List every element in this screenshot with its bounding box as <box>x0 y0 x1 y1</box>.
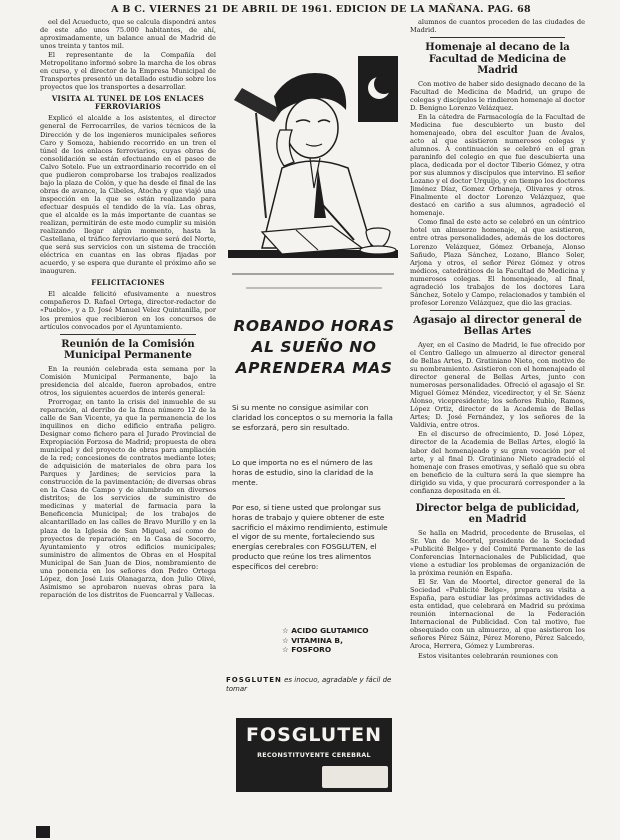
logo-brand: FOSGLUTEN <box>245 724 383 746</box>
ingredient-item: ☆ VITAMINA B, <box>282 635 343 645</box>
paragraph: Estos visitantes celebrarán reuniones con <box>418 651 558 660</box>
paragraph: En la reunión celebrada esta semana por la Comisión Municipal Permanente, bajo la presidencia del alcalde, fueron aprobados, entre otros, los siguientes acuerdos de interés general: <box>40 364 216 397</box>
paragraph: Con motivo de haber sido designado decano de la Facultad de Medicina de Madrid, un grupo de colegas y discípulos le rindieron homenaje al doctor D. Benigno Lorenzo Velázquez. <box>410 79 585 112</box>
ad-headline: ROBANDO HORAS AL SUEÑO NO APRENDERA MAS <box>233 317 395 377</box>
product-package-icon <box>322 766 388 788</box>
paragraph: El representante de la Compañía del Metropolitano informó sobre la marcha de los obras en curso, y el director de la Empresa Municipal de Transportes presentó un detallado estudio sobre los proyectos que los transportes a desarrollar. <box>40 51 216 92</box>
divider <box>430 37 565 38</box>
paragraph: Explicó el alcalde a los asistentes, el director general de Ferrocarriles, de varios técnicos de la Dirección y de los ingenieros municipales señores Caro y Somoza, habiendo recorrido en un tren el túnel de los enlaces ferroviarios, cuyas obras de consolidación se están efectuando en el paseo de Calvo Sotelo. Fue un extraordinario recorrido en el que pudieron comprobarse los trabajos realizados bajo la plaza de Colón, y que ha desde el final de las obras de avance, la Cibeles, Atocha y que viajó una inspección en la que se están realizando para efectuar después el tendido de la vía. Las obras, que el alcalde es la más importante de cuantas se realizan, permitirán de este modo cumplir su misión realizando llegar algún momento, hasta la Castellana, el tráfico ferroviario que será del Norte, que será sus servicios con un sistema de tracción eléctrica en cuantas en las obras fijadas por acuerdo, y se espera que durante el próximo año se inauguren. <box>40 114 216 276</box>
divider <box>430 498 565 499</box>
ad-footnote <box>226 676 402 693</box>
section-heading: VISITA AL TUNEL DE LOS ENLACES FERROVIARIOS <box>51 94 205 112</box>
column-right <box>410 18 585 830</box>
article-headline: Homenaje al decano de la Facultad de Medicina de Madrid <box>425 42 570 77</box>
article-headline: Agasajo al director general de Bellas Artes <box>413 314 582 338</box>
page-header: A B C. VIERNES 21 DE ABRIL DE 1961. EDICION DE LA MAÑANA. PAG. 68 <box>111 4 531 15</box>
article-headline: Reunión de la Comisión Municipal Permanente <box>61 338 195 362</box>
paragraph: El Sr. Van de Moortel, director general de la Sociedad «Publicité Belge», prepara su visita a España, para estudiar las próximas actividades de esta entidad, que celebrará en Madrid su próxima reunión internacional de la Federación Internacional de Publicidad. Con tal motivo, fue obsequiado con un almuerzo, al que asistieron los señores Pérez Sáinz, Pérez Moreno, Pérez Salcedo, Aroca, Herrera, Gómez y Lumbreras. <box>410 578 585 651</box>
ad-paragraph: Por eso, si tiene usted que prolongar sus horas de trabajo y quiere obtener de este sacrificio el máximo rendimiento, estimule el vigor de su mente, fortaleciendo sus energías cerebrales con FOSGLUTEN, el producto que reúne los tres alimentos específicos del cerebro: <box>232 503 388 571</box>
logo-tagline: RECONSTITUYENTE CEREBRAL <box>257 752 371 759</box>
ingredient-item: ☆ ACIDO GLUTAMICO <box>282 626 369 635</box>
ingredient-list <box>282 626 369 655</box>
brand-name: FOSGLUTEN <box>226 676 282 684</box>
paragraph: alumnos de cuantos proceden de las ciudades de Madrid. <box>410 18 585 35</box>
article-headline: Director belga de publicidad, en Madrid <box>415 502 580 526</box>
paragraph: En la cátedra de Farmacología de la Facultad de Medicina fue descubierto un busto del homenajeado, obra del escultor Juan de Ávalos, acto al que asistieron numerosos colegas y alumnos. A continuación se celebró en el gran paraninfo del colegio en que fue descubierta una placa, dedicada por el doctor Tiberio Gómez, y otra por sus alumnos y discípulos que intervino. El señor Lozano y el doctor Urquijo, y en tiempo los doctores Jiménez Díaz, Gomez Orbaneja, Olivares y otros. Finalmente el doctor Lorenzo Velázquez, que destacó en cariño a sus alumnos, agradeció el homenaje. <box>410 112 585 218</box>
ad-paragraph: Lo que importa no es el número de las horas de estudio, sino la claridad de la mente. <box>232 458 374 487</box>
ad-paragraph: Si su mente no consigue asimilar con claridad los conceptos o su memoria la falla se esforzará, pero sin resultado. <box>232 403 393 432</box>
ingredient-item: ☆ FOSFORO <box>282 645 332 654</box>
footnote-text: es inocuo, agradable y fácil de tomar <box>226 676 392 693</box>
studying-man-illustration <box>222 18 404 308</box>
paragraph: Se halla en Madrid, procedente de Bruselas, el Sr. Van de Moortel, presidente de la Sociedad «Publicité Belge» y del Comité Permanente de las Conferencias Internacionales de Publicidad, que viene a estudiar los problemas de organización de la próxima reunión en España. <box>410 528 585 578</box>
fosgluten-advertisement <box>222 18 404 830</box>
paragraph: Como final de este acto se celebró en un céntrico hotel un almuerzo homenaje, al que asistieron, entre otras personalidades, además de los doctores Lorenzo Velázquez, Gómez Orbaneja, Alonso Sañudo, Plaza Sánchez, Lozano, Blanco Soler, Arjona y otros, el señor Pérez Gómez y otros médicos, catedráticos de la Facultad de Medicina y numerosos colegas. El homenajeado, al final, agradeció los trabajos de los doctores Lara Sánchez, Sotelo y Campo, relacionados y también el profesor Lorenzo Velázquez, que dio las gracias. <box>410 218 585 307</box>
paragraph: En el discurso de ofrecimiento, D. José López, director de la Academia de Bellas Artes, elogió la labor del homenajeado y su gran vocación por el arte, y al final D. Gratiniano Nieto agradeció el homenaje con frases emotivas, y señaló que su obra en beneficio de la cultura será la que siempre ha dirigido su vida, y que procurará corresponder a la confianza depositada en él. <box>410 430 585 495</box>
paragraph: El alcalde felicitó efusivamente a nuestros compañeros D. Rafael Ortega, director-redactor de «Pueblo», y a D. José Manuel Velez Quintanilla, por los premios que recibieron en los concursos de artículos convocados por el Ayuntamiento. <box>40 290 216 331</box>
paragraph: Ayer, en el Casino de Madrid, le fue ofrecido por el Centro Gallego un almuerzo al director general de Bellas Artes, D. Gratiniano Nieto, con motivo de su nombramiento. Asistieron con el homenajeado el director general de Bellas Artes, junto con numerosas personalidades. Ofreció el agasajo el Sr. Miguel Gómez Méndez, vicedirector, y el Sr. Sáenz Alonso, vicepresidente; los señores Rubio, Ramos, López Ortiz, director de la Academia de Bellas Artes; D. José Fernández, y los señores de la Valdivia, entre otros. <box>410 340 585 430</box>
section-heading: FELICITACIONES <box>91 278 165 288</box>
paragraph: Prorrogar, en tanto la crisis del inmueble de su reparación, al derribo de la finca número 12 de la calle de San Vicente, ya que la permanencia de los inquilinos en dicho edificio entraña peligro. Designar como fichero para el Jurado Provincial de Expropiación Forzosa de Madrid; propuesta de obra municipal y del proyecto de obras para ampliación de la red; concesiones de contratos mediante lotes; de adquisición de materiales de obra para los Parques y Jardines; de servicios para la construcción de la pavimentación; de diversas obras en la Casa de Campo y de alumbrado en diversos distritos; de los servicios de suministro de medicinas y material de farmacia para la Beneficencia Municipal; de los trabajos de alcantarillado en las calles de Bravo Murillo y en la plaza de la Iglesia de San Miguel, así como de proyectos de reparación; en la Casa de Socorro, Ayuntamiento y otros edificios municipales; suministro de alimentos de Obras en el Hospital Municipal de San Juan de Dios, nombramiento de una ponencia en los señores don Pedro Ortega López, don José Luis Olanagarza, don Julio Olivé, Asimismo se aprobaron nuevas obras para la reparación de los distritos de Fuencarral y Vallecas. <box>40 397 216 599</box>
divider <box>60 334 196 335</box>
fosgluten-logo-box <box>236 718 392 792</box>
page-corner-mark <box>36 826 50 838</box>
paragraph: eel del Acueducto, que se calcula dispondrá antes de este año unos 75.000 habitantes, de ahí, aproximadamente, un balance anual de Madrid de unos treinta y tantos mil. <box>40 18 216 51</box>
divider <box>430 310 565 311</box>
column-left <box>40 18 216 830</box>
